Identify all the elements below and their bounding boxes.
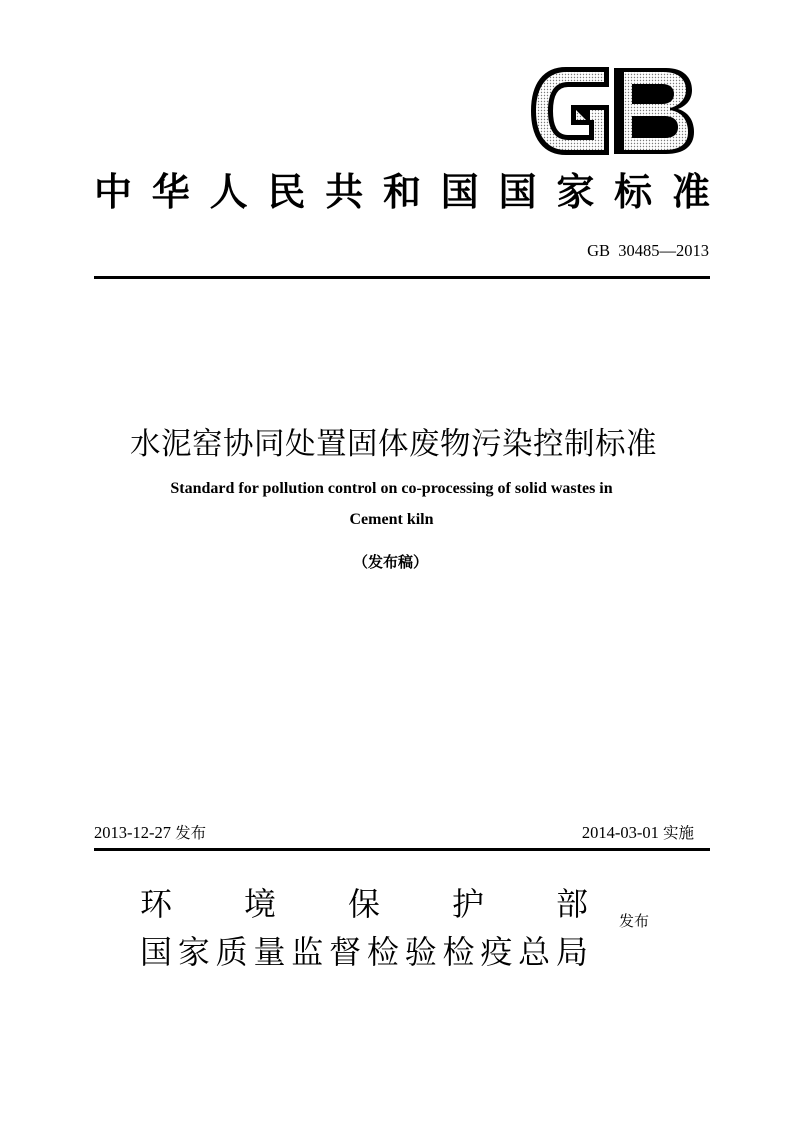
implementation-date-suffix: 实施 xyxy=(662,824,694,842)
heading-char: 中 xyxy=(94,170,133,214)
implementation-date-value: 2014-03-01 xyxy=(581,823,659,842)
document-title-english-line1: Standard for pollution control on co-processing of solid wastes in xyxy=(170,480,613,497)
heading-char: 家 xyxy=(556,170,595,214)
issue-date-value: 2013-12-27 xyxy=(94,823,171,842)
issuer-char: 检 xyxy=(442,933,475,971)
issuer-char: 监 xyxy=(291,933,324,971)
issuer-char: 量 xyxy=(253,933,286,971)
heading-char: 华 xyxy=(151,170,190,214)
heading-char: 共 xyxy=(325,170,364,214)
gb-standard-logo-icon xyxy=(528,64,696,158)
issuer-char: 境 xyxy=(243,885,276,923)
issuer-char: 总 xyxy=(518,933,551,971)
standard-number: GB 30485—2013 xyxy=(587,241,709,260)
heading-char: 和 xyxy=(382,170,421,214)
heading-char: 民 xyxy=(267,170,306,214)
issuer-char: 局 xyxy=(555,933,588,971)
bottom-divider xyxy=(94,848,710,851)
heading-char: 国 xyxy=(498,170,537,214)
issue-date xyxy=(94,822,206,844)
heading-char: 人 xyxy=(209,170,248,214)
document-title-english-line2: Cement kiln xyxy=(349,511,434,528)
heading-char: 国 xyxy=(440,170,479,214)
issuer-char: 疫 xyxy=(480,933,513,971)
top-divider xyxy=(94,276,710,279)
national-standard-heading xyxy=(94,166,710,218)
heading-char: 准 xyxy=(671,170,710,214)
issuer-char: 国 xyxy=(140,933,173,971)
draft-status-label: （发布稿） xyxy=(352,553,428,571)
issuer-char: 环 xyxy=(140,885,173,923)
issuer-char: 家 xyxy=(177,933,210,971)
issue-date-suffix: 发布 xyxy=(175,824,207,842)
issuer-char: 部 xyxy=(555,885,588,923)
issuer-char: 验 xyxy=(404,933,437,971)
issuer-char: 督 xyxy=(329,933,362,971)
issuer-aqsiq xyxy=(140,930,588,974)
issued-by-label: 发布 xyxy=(619,912,650,930)
heading-char: 标 xyxy=(614,170,653,214)
issuer-char: 检 xyxy=(366,933,399,971)
implementation-date xyxy=(582,822,694,844)
issuer-char: 护 xyxy=(451,885,484,923)
issuer-char: 保 xyxy=(347,885,380,923)
document-title-chinese: 水泥窑协同处置固体废物污染控制标准 xyxy=(130,427,657,462)
issuer-char: 质 xyxy=(215,933,248,971)
issuer-ministry-environmental-protection xyxy=(140,882,588,926)
